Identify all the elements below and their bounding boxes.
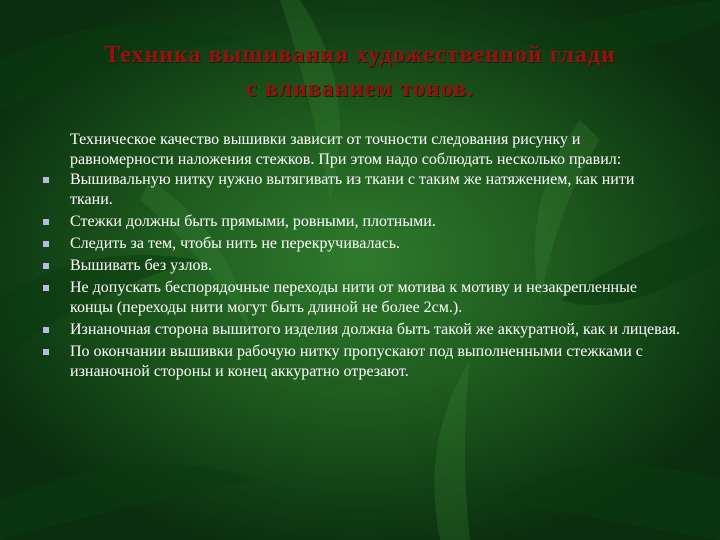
square-bullet-icon bbox=[43, 285, 49, 291]
square-bullet-icon bbox=[43, 327, 49, 333]
list-item bbox=[40, 256, 680, 276]
slide-body bbox=[40, 130, 680, 384]
list-item bbox=[40, 278, 680, 318]
list-item bbox=[40, 170, 680, 210]
list-item bbox=[40, 234, 680, 254]
list-item bbox=[40, 342, 680, 382]
list-item bbox=[40, 212, 680, 232]
square-bullet-icon bbox=[43, 263, 49, 269]
square-bullet-icon bbox=[43, 349, 49, 355]
list-item bbox=[40, 320, 680, 340]
rule-text: Вышивальную нитку нужно вытягивать из ткани с таким же натяжением, как нити ткани. bbox=[70, 171, 635, 208]
rule-text: Не допускать беспорядочные переходы нити от мотива к мотиву и незакрепленные концы (переходы нити могут быть длиной не более 2см.). bbox=[70, 279, 637, 316]
rules-list bbox=[40, 170, 680, 382]
rule-text: По окончании вышивки рабочую нитку пропускают под выполненными стежками с изнаночной стороны и конец аккуратно отрезают. bbox=[70, 343, 643, 380]
slide-title-line-1: Техника вышивания художественной глади bbox=[104, 42, 616, 68]
rule-text: Изнаночная сторона вышитого изделия должна быть такой же аккуратной, как и лицевая. bbox=[70, 321, 680, 338]
rule-text: Следить за тем, чтобы нить не перекручивалась. bbox=[70, 235, 400, 252]
slide-title-line-2: с вливанием тонов. bbox=[246, 76, 474, 102]
square-bullet-icon bbox=[43, 241, 49, 247]
rule-text: Вышивать без узлов. bbox=[70, 257, 213, 274]
slide-title bbox=[40, 38, 680, 106]
rule-text: Стежки должны быть прямыми, ровными, плотными. bbox=[70, 213, 436, 230]
intro-paragraph: Техническое качество вышивки зависит от точности следования рисунку и равномерности наложения стежков. При этом надо соблюдать несколько правил: bbox=[70, 131, 622, 168]
square-bullet-icon bbox=[43, 177, 49, 183]
square-bullet-icon bbox=[43, 219, 49, 225]
